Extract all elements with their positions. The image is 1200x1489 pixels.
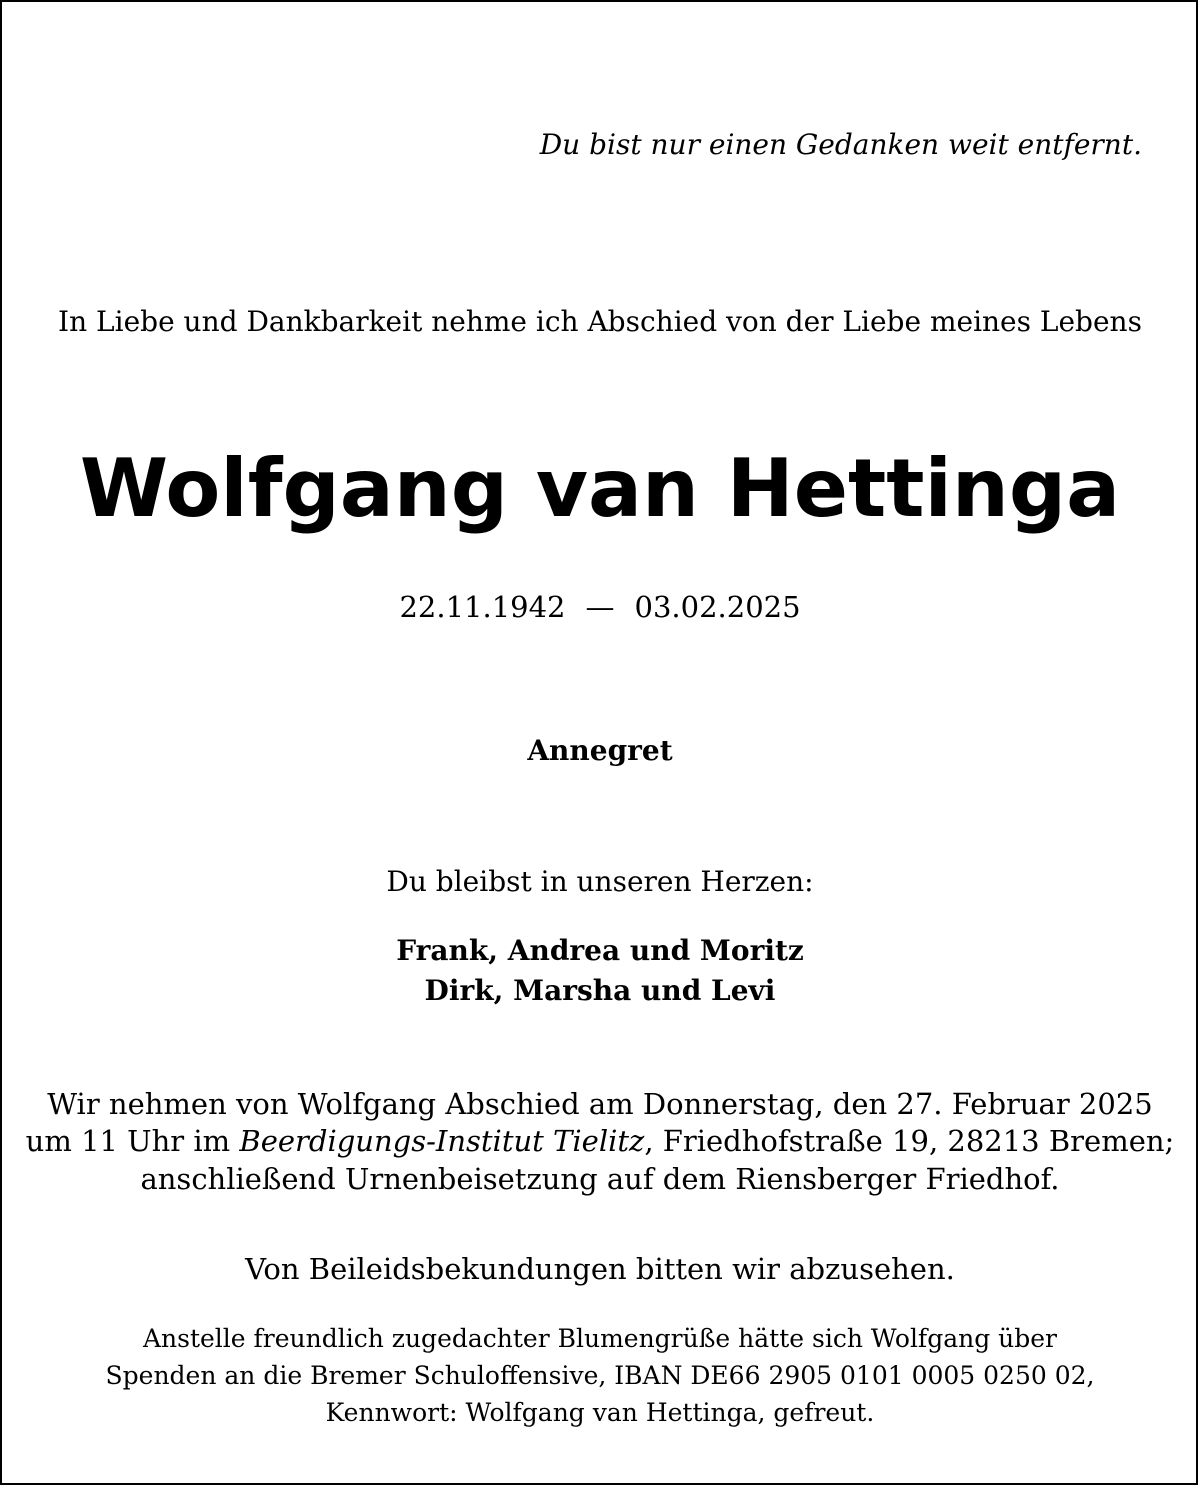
service-address: , Friedhofstraße 19, 28213 Bremen; <box>644 1124 1175 1158</box>
funeral-institute: Beerdigungs-Institut Tielitz <box>239 1124 645 1158</box>
service-line-2 <box>0 1124 1200 1158</box>
life-dates <box>0 590 1200 624</box>
service-line-3: anschließend Urnenbeisetzung auf dem Riensberger Friedhof. <box>140 1162 1060 1196</box>
family-line-1: Frank, Andrea und Moritz <box>396 934 804 967</box>
donation-line-2: Spenden an die Bremer Schuloffensive, IBAN DE66 2905 0101 0005 0250 02, <box>105 1361 1095 1390</box>
deceased-name: Wolfgang van Hettinga <box>79 442 1121 535</box>
donation-line-1: Anstelle freundlich zugedachter Blumengrüße hätte sich Wolfgang über <box>142 1324 1057 1353</box>
donation-line-3: Kennwort: Wolfgang van Hettinga, gefreut. <box>325 1398 875 1427</box>
intro-text: In Liebe und Dankbarkeit nehme ich Abschied von der Liebe meines Lebens <box>58 305 1142 338</box>
partner-name: Annegret <box>527 734 673 767</box>
birth-date: 22.11.1942 <box>399 590 566 624</box>
family-line-2: Dirk, Marsha und Levi <box>424 974 776 1007</box>
date-separator: — <box>585 590 615 624</box>
quote: Du bist nur einen Gedanken weit entfernt. <box>539 128 1142 161</box>
service-line-1: Wir nehmen von Wolfgang Abschied am Donnerstag, den 27. Februar 2025 <box>47 1087 1153 1121</box>
service-time: um 11 Uhr im <box>25 1124 240 1158</box>
condolence-note: Von Beileidsbekundungen bitten wir abzusehen. <box>245 1252 955 1286</box>
family-intro: Du bleibst in unseren Herzen: <box>386 865 814 898</box>
death-date: 03.02.2025 <box>634 590 801 624</box>
